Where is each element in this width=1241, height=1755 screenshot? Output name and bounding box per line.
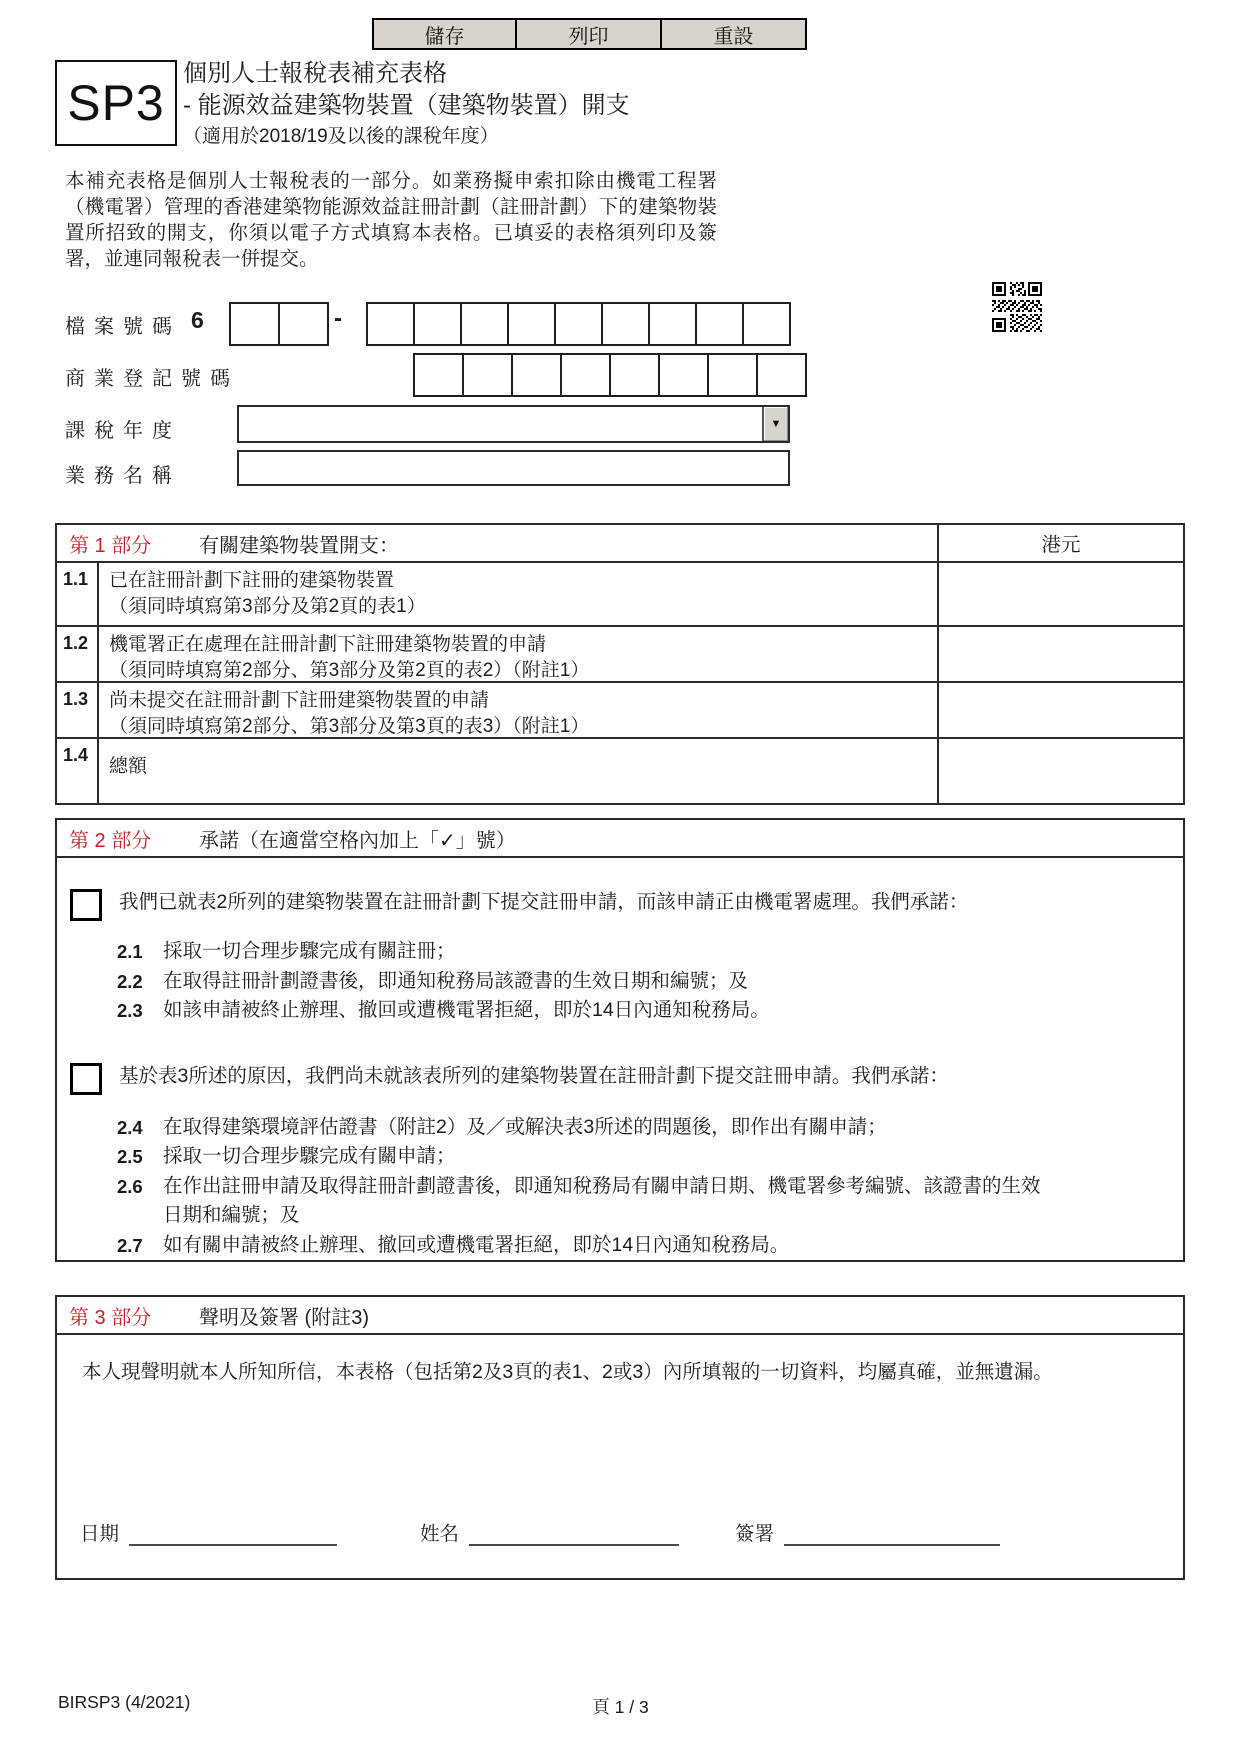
item-text: 採取一切合理步驟完成有關註冊； xyxy=(163,940,456,962)
commitment2-checkbox[interactable] xyxy=(70,1063,102,1095)
name-label: 姓名 xyxy=(420,1523,460,1545)
file-number-cell[interactable] xyxy=(415,302,462,346)
part1-section-label: 第 1 部分 xyxy=(69,534,152,557)
part2-header xyxy=(57,820,1183,858)
part3-section xyxy=(55,1295,1185,1580)
row-description xyxy=(99,563,937,625)
item-text: 如有關申請被終止辦理、撤回或遭機電署拒絕，即於14日內通知稅務局。 xyxy=(163,1233,790,1256)
row-description-line1: 機電署正在處理在註冊計劃下註冊建築物裝置的申請 xyxy=(109,634,547,655)
dropdown-arrow-button[interactable] xyxy=(762,407,788,441)
part1-header-left xyxy=(57,525,937,561)
item-number: 2.6 xyxy=(117,1175,143,1197)
part2-section-label: 第 2 部分 xyxy=(69,829,152,852)
part3-section-label: 第 3 部分 xyxy=(69,1306,152,1329)
form-code: SP3 xyxy=(67,75,165,131)
part3-header xyxy=(57,1297,1183,1335)
signature-field-group xyxy=(735,1522,1000,1546)
page-number: 頁 1 / 3 xyxy=(592,1697,649,1717)
file-number-cell[interactable] xyxy=(556,302,603,346)
toolbar xyxy=(372,18,807,50)
brn-cell[interactable] xyxy=(611,353,660,397)
row-description-line1: 尚未提交在註冊計劃下註冊建築物裝置的申請 xyxy=(109,690,490,711)
table-row xyxy=(57,627,1183,683)
date-field-group xyxy=(80,1522,337,1546)
form-title-block xyxy=(183,58,630,152)
part1-section-title: 有關建築物裝置開支： xyxy=(199,534,399,557)
row-description-line2: （須同時填寫第2部分、第3部分及第3頁的表3）（附註1） xyxy=(109,716,590,737)
business-name-label: 業務名稱 xyxy=(65,465,181,487)
part1-amount-cell-11[interactable] xyxy=(937,563,1183,625)
row-number: 1.3 xyxy=(57,683,99,737)
form-code-box xyxy=(55,60,177,146)
signature-row xyxy=(57,1522,1183,1552)
list-item xyxy=(117,1142,1047,1172)
item-text: 採取一切合理步驟完成有關申請； xyxy=(163,1145,456,1167)
file-number-cell[interactable] xyxy=(280,302,329,346)
table-row xyxy=(57,683,1183,739)
brn-cell[interactable] xyxy=(660,353,709,397)
row-description-line1: 已在註冊計劃下註冊的建築物裝置 xyxy=(109,570,395,591)
file-number-cell[interactable] xyxy=(697,302,744,346)
list-item xyxy=(117,996,1047,1026)
part1-amount-cell-12[interactable] xyxy=(937,627,1183,681)
row-description xyxy=(99,627,937,681)
commitment2-row xyxy=(70,1062,1113,1095)
part1-amount-cell-13[interactable] xyxy=(937,683,1183,737)
file-number-label: 檔案號碼 xyxy=(65,316,181,338)
part1-amount-header: 港元 xyxy=(937,525,1183,561)
save-button[interactable]: 儲存 xyxy=(372,18,517,50)
commitment2-text: 基於表3所述的原因，我們尚未就該表所列的建築物裝置在註冊計劃下提交註冊申請。我們承諾： xyxy=(119,1064,949,1087)
table-row xyxy=(57,563,1183,627)
file-number-prefix-cells xyxy=(229,302,329,346)
part2-section xyxy=(55,818,1185,1262)
form-title-line2: - 能源效益建築物裝置（建築物裝置）開支 xyxy=(183,92,630,119)
row-description-line2: （須同時填寫第2部分、第3部分及第2頁的表2）（附註1） xyxy=(109,660,590,681)
item-number: 2.1 xyxy=(117,941,143,962)
name-field-group xyxy=(420,1522,679,1546)
item-text: 如該申請被終止辦理、撤回或遭機電署拒絕，即於14日內通知稅務局。 xyxy=(163,999,770,1021)
item-number: 2.2 xyxy=(117,970,143,992)
commitment1-text: 我們已就表2所列的建築物裝置在註冊計劃下提交註冊申請，而該申請正由機電署處理。我們承諾： xyxy=(119,891,969,913)
print-button[interactable]: 列印 xyxy=(517,18,662,50)
qr-code-icon xyxy=(992,282,1042,332)
brn-cell[interactable] xyxy=(464,353,513,397)
row-description-line1: 總額 xyxy=(109,756,148,777)
list-item xyxy=(117,937,1047,967)
file-number-cell[interactable] xyxy=(366,302,415,346)
part1-table xyxy=(55,523,1185,805)
row-number: 1.2 xyxy=(57,627,99,681)
item-text: 在作出註冊申請及取得註冊計劃證書後，即通知稅務局有關申請日期、機電署參考編號、該證書的生效日期和編號；及 xyxy=(163,1174,1041,1226)
assessment-year-label: 課稅年度 xyxy=(65,420,181,442)
form-title-line3: （適用於2018/19及以後的課稅年度） xyxy=(183,126,499,147)
brn-label: 商業登記號碼 xyxy=(65,368,239,390)
list-item xyxy=(117,967,1047,997)
list-item xyxy=(117,1231,1047,1261)
row-number: 1.4 xyxy=(57,739,99,803)
commitment1-items xyxy=(117,937,1047,1026)
item-number: 2.3 xyxy=(117,1000,143,1021)
file-number-cell[interactable] xyxy=(650,302,697,346)
form-title-line1: 個別人士報稅表補充表格 xyxy=(183,60,447,87)
brn-cell[interactable] xyxy=(758,353,807,397)
date-label: 日期 xyxy=(80,1523,120,1545)
file-number-cell[interactable] xyxy=(603,302,650,346)
list-item xyxy=(117,1113,1047,1143)
commitment1-checkbox[interactable] xyxy=(70,889,102,921)
brn-cell[interactable] xyxy=(562,353,611,397)
intro-paragraph: 本補充表格是個別人士報稅表的一部分。如業務擬申索扣除由機電工程署（機電署）管理的香港建築物能源效益註冊計劃（註冊計劃）下的建築物裝置所招致的開支，你須以電子方式填寫本表格。已填妥的表格須列印及簽署，並連同報稅表一併提交。 xyxy=(65,170,717,270)
row-description xyxy=(99,739,937,803)
row-description xyxy=(99,683,937,737)
part2-section-title: 承諾（在適當空格內加上「✓」號） xyxy=(199,829,516,852)
item-number: 2.7 xyxy=(117,1234,143,1256)
commitment2-items xyxy=(117,1113,1047,1261)
item-number: 2.4 xyxy=(117,1116,143,1138)
table-row xyxy=(57,739,1183,803)
brn-cell[interactable] xyxy=(413,353,464,397)
signature-line[interactable] xyxy=(784,1522,1000,1546)
signature-label: 簽署 xyxy=(735,1523,775,1545)
file-number-separator: - xyxy=(334,305,342,332)
list-item xyxy=(117,1172,1047,1231)
date-line[interactable] xyxy=(129,1522,337,1546)
file-number-cell[interactable] xyxy=(229,302,280,346)
brn-cells xyxy=(413,353,807,397)
commitment1-row xyxy=(70,888,1113,921)
item-number: 2.5 xyxy=(117,1146,143,1167)
name-line[interactable] xyxy=(469,1522,679,1546)
form-reference: BIRSP3 (4/2021) xyxy=(58,1692,191,1712)
row-description-line2: （須同時填寫第3部分及第2頁的表1） xyxy=(109,596,426,617)
assessment-year-select[interactable] xyxy=(237,405,790,443)
file-number-cell[interactable] xyxy=(462,302,509,346)
part3-section-title: 聲明及簽署 (附註3) xyxy=(199,1306,369,1329)
item-text: 在取得註冊計劃證書後，即通知稅務局該證書的生效日期和編號；及 xyxy=(163,969,749,992)
item-text: 在取得建築環境評估證書（附註2）及／或解決表3所述的問題後，即作出有關申請； xyxy=(163,1115,887,1138)
reset-button[interactable]: 重設 xyxy=(662,18,807,50)
file-number-cell[interactable] xyxy=(509,302,556,346)
brn-cell[interactable] xyxy=(709,353,758,397)
file-number-main-cells xyxy=(366,302,791,346)
business-name-input[interactable] xyxy=(237,450,790,486)
part1-header-row xyxy=(57,525,1183,563)
brn-cell[interactable] xyxy=(513,353,562,397)
row-number: 1.1 xyxy=(57,563,99,625)
part1-amount-cell-14[interactable] xyxy=(937,739,1183,803)
file-number-prefix: 6 xyxy=(191,307,204,333)
file-number-cell[interactable] xyxy=(744,302,791,346)
declaration-text: 本人現聲明就本人所知所信，本表格（包括第2及3頁的表1、2或3）內所填報的一切資料，均屬真確，並無遺漏。 xyxy=(82,1361,1053,1383)
chevron-down-icon: ▼ xyxy=(770,417,782,430)
